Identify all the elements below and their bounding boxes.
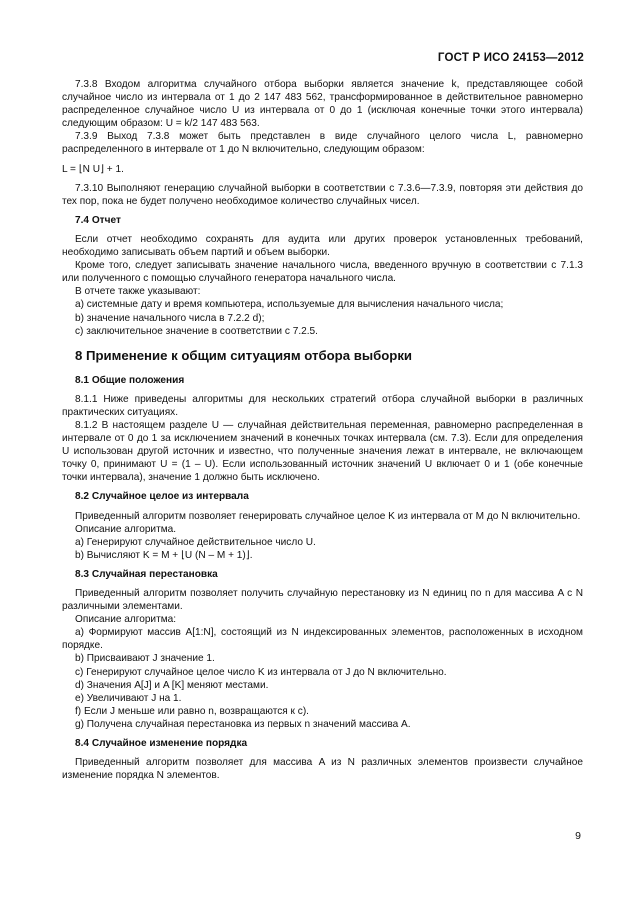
paragraph-8-3-b: Описание алгоритма: — [75, 614, 177, 626]
section-heading-8-2: 8.2 Случайное целое из интервала — [75, 491, 249, 503]
list-item: f) Если J меньше или равно n, возвращаются к с). — [75, 705, 309, 717]
paragraph-8-1-2: 8.1.2 В настоящем разделе U — случайная действительная переменная, равномерно распределенная в интервале от 0 до 1 за исключением значений в конечных точках интервала (см. 7.3). Если для определения U использован другой источник и известно, что полученные значения лежат в интервале, не включающем точку 0, принимают U = (1 – U). Если использованный источник значений U включает 0 и 1 (обе конечные точки интервала), значение 1 должно быть исключено. — [62, 419, 583, 484]
paragraph-8-3-a: Приведенный алгоритм позволяет получить случайную перестановку из N единиц по n для массива A с N различными элементами. — [62, 588, 583, 613]
section-heading-8-4: 8.4 Случайное изменение порядка — [75, 738, 248, 750]
paragraph-8-1-1: 8.1.1 Ниже приведены алгоритмы для нескольких стратегий отбора случайной выборки в различных практических ситуациях. — [62, 393, 583, 418]
list-item: c) заключительное значение в соответствии с 7.2.5. — [75, 325, 318, 337]
paragraph-7-3-9: 7.3.9 Выход 7.3.8 может быть представлен в виде случайного целого числа L, равномерно распределенного в интервале от 1 до N включительно, следующим образом: — [62, 131, 583, 156]
document-body — [62, 78, 583, 782]
list-item: g) Получена случайная перестановка из первых n значений массива A. — [75, 718, 411, 730]
section-heading-8-3: 8.3 Случайная перестановка — [75, 568, 218, 580]
paragraph-7-4-c: В отчете также указывают: — [75, 286, 201, 298]
paragraph-7-4-b: Кроме того, следует записывать значение начального числа, введенного вручную в соответствии с 7.1.3 или полученного с помощью случайного генератора начального числа. — [62, 260, 583, 285]
list-item: а) системные дату и время компьютера, используемые для вычисления начального числа; — [75, 299, 504, 311]
paragraph-7-3-10: 7.3.10 Выполняют генерацию случайной выборки в соответствии с 7.3.6—7.3.9, повторяя эти действия до тех пор, пока не будет получено необходимое количество случайных чисел. — [62, 182, 583, 207]
page-number: 9 — [575, 830, 581, 842]
list-item: e) Увеличивают J на 1. — [75, 692, 182, 704]
list-item: d) Значения A[J] и A [K] меняют местами. — [75, 679, 269, 691]
section-heading-8: 8 Применение к общим ситуациям отбора выборки — [75, 347, 413, 363]
list-item: а) Генерируют случайное действительное число U. — [75, 536, 316, 548]
paragraph-7-4-a: Если отчет необходимо сохранять для аудита или других проверок установленных требований, необходимо записывать объем партий и объем выборки. — [62, 233, 583, 259]
list-item: а) Формируют массив A[1:N], состоящий из N индексированных элементов, расположенных в исходном порядке. — [62, 627, 583, 652]
list-item: b) Присваивают J значение 1. — [75, 653, 215, 665]
paragraph-8-2-a: Приведенный алгоритм позволяет генерировать случайное целое K из интервала от M до N включительно. — [75, 510, 581, 522]
list-item: c) Генерируют случайное целое число K из интервала от J до N включительно. — [75, 666, 447, 678]
section-heading-7-4: 7.4 Отчет — [75, 214, 121, 226]
formula-L: L = ⌊N U⌋ + 1. — [62, 163, 124, 175]
paragraph-7-3-8: 7.3.8 Входом алгоритма случайного отбора выборки является значение k, представляющее собой случайное число из интервала от 1 до 2 147 483 562, трансформированное в действительное равномерно распределенное случайное число U из интервала от 0 до 1 (исключая конечные точки этого интервала) следующим образом: U = k/2 147 483 563. — [62, 79, 583, 130]
list-item: b) значение начального числа в 7.2.2 d); — [75, 312, 265, 324]
paragraph-8-4-a: Приведенный алгоритм позволяет для массива A из N различных элементов произвести случайное изменение порядка N элементов. — [62, 757, 583, 782]
section-heading-8-1: 8.1 Общие положения — [75, 374, 185, 386]
document-header: ГОСТ Р ИСО 24153—2012 — [437, 52, 584, 64]
paragraph-8-2-b: Описание алгоритма. — [75, 523, 177, 535]
list-item: b) Вычисляют K = M + ⌊U (N – M + 1)⌋. — [75, 549, 253, 561]
